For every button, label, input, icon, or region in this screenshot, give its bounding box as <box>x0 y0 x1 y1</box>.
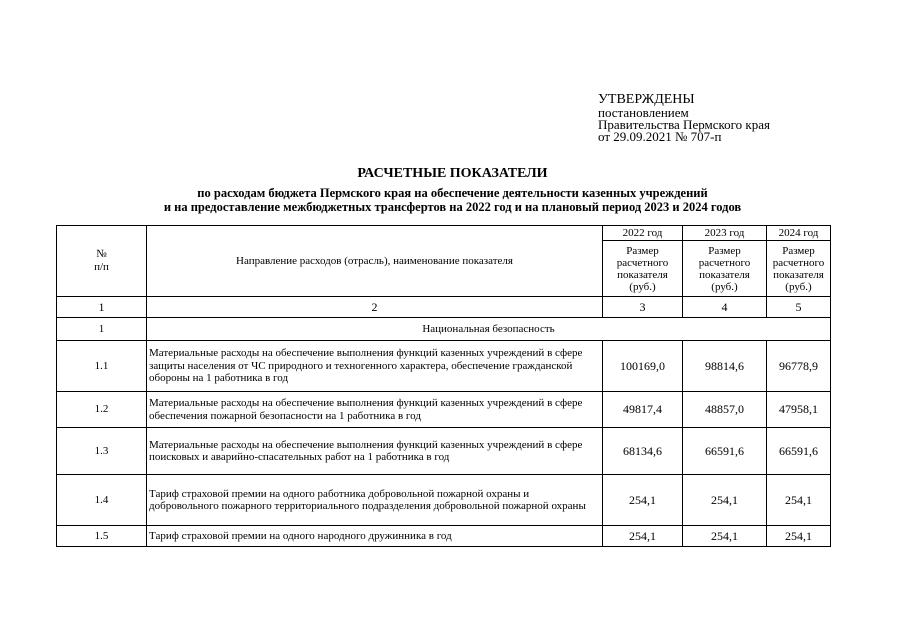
value-2024: 96778,9 <box>767 341 831 392</box>
value-2023: 254,1 <box>683 475 767 526</box>
value-2022: 254,1 <box>603 526 683 547</box>
value-2023: 66591,6 <box>683 428 767 475</box>
unit-line: показателя <box>617 268 668 281</box>
row-indicator-name: Материальные расходы на обеспечение выполнения функций казенных учреждений в сфере обеспечения пожарной безопасности на 1 работника в год <box>147 392 603 428</box>
header-year-2023: 2023 год <box>683 226 767 241</box>
unit-line: показателя <box>699 268 750 281</box>
header-direction: Направление расходов (отрасль), наименование показателя <box>147 226 603 297</box>
value-2024: 47958,1 <box>767 392 831 428</box>
table-row <box>57 392 831 428</box>
unit-line: расчетного <box>616 256 669 269</box>
header-unit-2024 <box>767 241 831 297</box>
header-num-cell <box>57 226 147 297</box>
header-row <box>57 226 831 241</box>
unit-line: расчетного <box>698 256 751 269</box>
table-row <box>57 428 831 475</box>
header-year-2024: 2024 год <box>767 226 831 241</box>
table-row <box>57 475 831 526</box>
approval-heading: УТВЕРЖДЕНЫ <box>598 92 695 107</box>
value-2022: 68134,6 <box>603 428 683 475</box>
table-row <box>57 526 831 547</box>
row-number: 1.3 <box>57 428 147 475</box>
row-number: 1.1 <box>57 341 147 392</box>
value-2023: 254,1 <box>683 526 767 547</box>
row-indicator-name: Тариф страховой премии на одного народного дружинника в год <box>147 526 603 547</box>
header-unit-2022 <box>603 241 683 297</box>
column-number: 5 <box>767 297 831 318</box>
row-indicator-name: Тариф страховой премии на одного работника добровольной пожарной охраны и добровольного пожарного территориального подразделения добровольной пожарной охраны <box>147 475 603 526</box>
approval-date-line: от 29.09.2021 № 707-п <box>598 129 722 144</box>
row-indicator-name: Материальные расходы на обеспечение выполнения функций казенных учреждений в сфере защиты населения от ЧС природного и техногенного характера, обеспечение гражданской обороны на 1 работника в год <box>147 341 603 392</box>
value-2024: 254,1 <box>767 526 831 547</box>
section-row <box>57 318 831 341</box>
row-indicator-name: Материальные расходы на обеспечение выполнения функций казенных учреждений в сфере поисковых и аварийно-спасательных работ на 1 работника в год <box>147 428 603 475</box>
header-num-sign: № <box>96 248 107 260</box>
unit-line: (руб.) <box>711 280 738 293</box>
header-unit-2023 <box>683 241 767 297</box>
row-number: 1.2 <box>57 392 147 428</box>
row-number: 1.4 <box>57 475 147 526</box>
indicators-table <box>56 225 831 547</box>
value-2022: 100169,0 <box>603 341 683 392</box>
approval-stamp <box>598 92 770 143</box>
value-2024: 66591,6 <box>767 428 831 475</box>
column-numbers-row <box>57 297 831 318</box>
document-subtitle <box>0 186 905 214</box>
table-row <box>57 341 831 392</box>
unit-line: Размер <box>626 244 659 257</box>
value-2023: 98814,6 <box>683 341 767 392</box>
unit-line: Размер <box>708 244 741 257</box>
document-title: РАСЧЕТНЫЕ ПОКАЗАТЕЛИ <box>357 166 548 181</box>
header-year-2022: 2022 год <box>603 226 683 241</box>
section-number: 1 <box>57 318 147 341</box>
value-2022: 49817,4 <box>603 392 683 428</box>
subtitle-line-1: по расходам бюджета Пермского края на обеспечение деятельности казенных учреждений <box>197 186 708 200</box>
column-number: 4 <box>683 297 767 318</box>
header-num-label: п/п <box>94 261 109 273</box>
column-number: 3 <box>603 297 683 318</box>
unit-line: (руб.) <box>785 280 812 293</box>
row-number: 1.5 <box>57 526 147 547</box>
unit-line: Размер <box>782 244 815 257</box>
column-number: 1 <box>57 297 147 318</box>
unit-line: показателя <box>773 268 824 281</box>
value-2023: 48857,0 <box>683 392 767 428</box>
approval-line-2: постановлением <box>598 105 689 120</box>
unit-line: (руб.) <box>629 280 656 293</box>
column-number: 2 <box>147 297 603 318</box>
approval-line-3: Правительства Пермского края <box>598 117 770 132</box>
subtitle-line-2: и на предоставление межбюджетных трансфертов на 2022 год и на плановый период 2023 и 2024 годов <box>163 200 742 214</box>
section-name: Национальная безопасность <box>147 318 831 341</box>
value-2022: 254,1 <box>603 475 683 526</box>
value-2024: 254,1 <box>767 475 831 526</box>
unit-line: расчетного <box>772 256 825 269</box>
